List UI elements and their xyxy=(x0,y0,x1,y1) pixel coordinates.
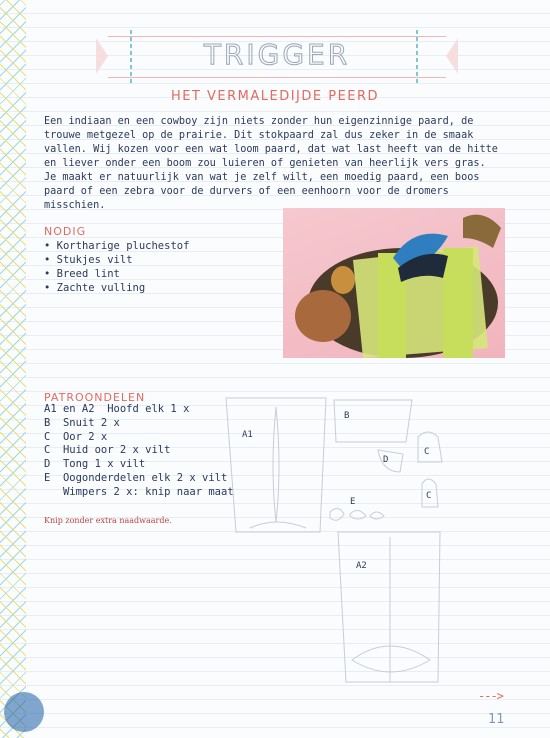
nodig-heading: NODIG xyxy=(44,225,87,238)
label-c2: C xyxy=(426,491,432,501)
decorative-zigzag-border xyxy=(0,0,26,738)
intro-text xyxy=(44,115,514,213)
label-e: E xyxy=(350,497,356,507)
pattern-piece-e1 xyxy=(330,508,344,520)
list-item: • Breed lint xyxy=(44,267,189,281)
next-page-arrow: ---> xyxy=(478,689,503,703)
list-item: • Stukjes vilt xyxy=(44,253,189,267)
cutting-note: Knip zonder extra naadwaarde. xyxy=(44,516,172,525)
list-item: • Zachte vulling xyxy=(44,281,189,295)
pattern-piece-e3 xyxy=(370,512,384,519)
list-item: E Oogonderdelen elk 2 x vilt xyxy=(44,471,228,484)
list-item: Wimpers 2 x: knip naar maat xyxy=(44,485,234,498)
pattern-piece-d xyxy=(378,450,403,472)
list-item: B Snuit 2 x xyxy=(44,416,120,429)
patroondelen-heading: PATROONDELEN xyxy=(44,391,146,404)
page-title: TRIGGER xyxy=(203,38,351,71)
sewing-pattern xyxy=(220,392,450,692)
banner-tail-left xyxy=(96,38,108,74)
pattern-piece-a1 xyxy=(226,398,326,532)
pattern-piece-c1 xyxy=(418,432,442,462)
label-a2: A2 xyxy=(356,561,367,571)
list-item: A1 en A2 Hoofd elk 1 x xyxy=(44,403,190,415)
label-b: B xyxy=(344,411,350,421)
label-d: D xyxy=(383,455,389,465)
list-item: • Kortharige pluchestof xyxy=(44,239,189,253)
intro-paragraph: Je maakt er natuurlijk van wat je zelf wilt, een moedig paard, een boos paard of een zebra voor de durvers of een eenhoorn voor de dromers misschien. xyxy=(44,172,480,211)
pattern-piece-b xyxy=(334,400,412,442)
page-subtitle: HET VERMALEDIJDE PEERD xyxy=(170,89,380,104)
banner-tail-right xyxy=(446,38,458,74)
watermark-logo xyxy=(4,692,44,732)
horse-photo xyxy=(283,208,505,358)
list-item: C Huid oor 2 x vilt xyxy=(44,444,171,457)
label-a1: A1 xyxy=(242,430,253,440)
pattern-piece-e2 xyxy=(350,510,366,519)
label-c1: C xyxy=(424,447,430,457)
intro-paragraph: Een indiaan en een cowboy zijn niets zonder hun eigenzinnige paard, de trouwe metgezel op de prairie. Dit stokpaard zal dus zeker in de smaak vallen. Wij kozen voor een wat loom paard, dat wat last heeft van de hitte en liever onder een boom zou luieren of genieten van heerlijk vers gras. xyxy=(44,116,498,169)
page-number: 11 xyxy=(488,712,505,727)
pattern-parts-list xyxy=(44,403,234,500)
list-item: C Oor 2 x xyxy=(44,430,108,443)
list-item: D Tong 1 x vilt xyxy=(44,458,146,471)
materials-list xyxy=(44,239,189,295)
